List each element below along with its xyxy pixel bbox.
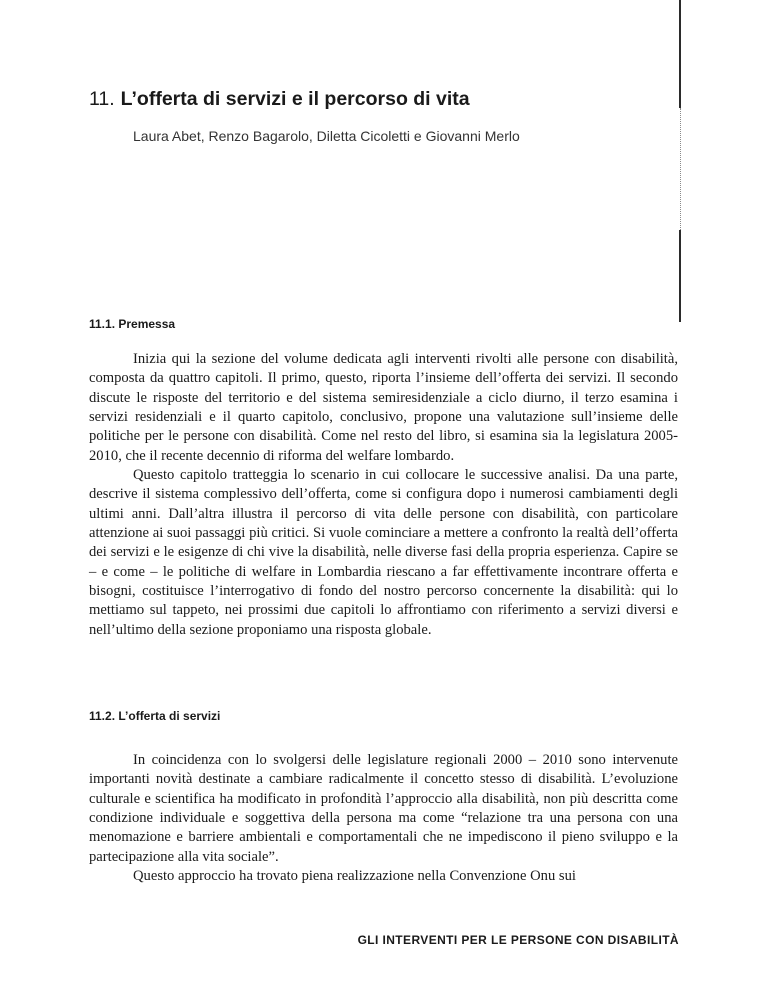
- chapter-title-text: L’offerta di servizi e il percorso di vita: [120, 88, 470, 110]
- section-body-premessa: [89, 350, 678, 640]
- chapter-authors: Laura Abet, Renzo Bagarolo, Diletta Cicoletti e Giovanni Merlo: [133, 128, 520, 144]
- section-heading-premessa: 11.1. Premessa: [89, 317, 176, 331]
- margin-rule-top: [679, 0, 681, 108]
- margin-rule-dotted: [680, 108, 681, 230]
- margin-rule-bottom: [679, 230, 681, 322]
- paragraph: In coincidenza con lo svolgersi delle legislature regionali 2000 – 2010 sono intervenute importanti novità destinate a cambiare radicalmente il concetto stesso di disabilità. L’evoluzione culturale e scientifica ha modificato in profondità l’approccio alla disabilità, non più descritta come condizione individuale e soggettiva della persona ma come “relazione tra una persona con una menomazione e barriere ambientali e comportamentali che ne impediscono il pieno sviluppo e la partecipazione alla vita sociale”.: [89, 752, 678, 865]
- chapter-number: 11.: [89, 88, 115, 110]
- paragraph: Questo approccio ha trovato piena realizzazione nella Convenzione Onu sui: [133, 868, 576, 885]
- section-body-offerta: [89, 751, 678, 886]
- section-heading-offerta: 11.2. L’offerta di servizi: [89, 709, 221, 723]
- paragraph: Inizia qui la sezione del volume dedicata agli interventi rivolti alle persone con disabilità, composta da quattro capitoli. Il primo, questo, riporta l’insieme dell’offerta dei servizi. Il secondo discute le risposte del territorio e del sistema semiresidenziale a ciclo diurno, il terzo esamina i servizi residenziali e il quarto capitolo, conclusivo, propone una valutazione sull’insieme delle politiche per le persone con disabilità. Come nel resto del libro, si esamina sia la legislatura 2005-2010, che il recente decennio di riforma del welfare lombardo.: [89, 351, 678, 464]
- chapter-title: [89, 88, 470, 111]
- running-footer: GLI INTERVENTI PER LE PERSONE CON DISABILITÀ: [357, 933, 679, 947]
- paragraph: Questo capitolo tratteggia lo scenario in cui collocare le successive analisi. Da una parte, descrive il sistema complessivo dell’offerta, come si configura dopo i numerosi cambiamenti degli ultimi anni. Dall’altra illustra il percorso di vita delle persone con disabilità, con particolare attenzione ai suoi passaggi più critici. Si vuole cominciare a mettere a confronto la realtà dell’offerta dei servizi e le esigenze di chi vive la disabilità, nelle diverse fasi della propria esperienza. Capire se – e come – le politiche di welfare in Lombardia riescano a far effettivamente incontrare offerta e bisogni, costituisce l’interrogativo di fondo del nostro percorso concernente la disabilità: qui lo mettiamo sul tappeto, nei prossimi due capitoli lo affrontiamo con riferimento a servizi diversi e nell’ultimo della sezione proponiamo una risposta globale.: [89, 467, 678, 638]
